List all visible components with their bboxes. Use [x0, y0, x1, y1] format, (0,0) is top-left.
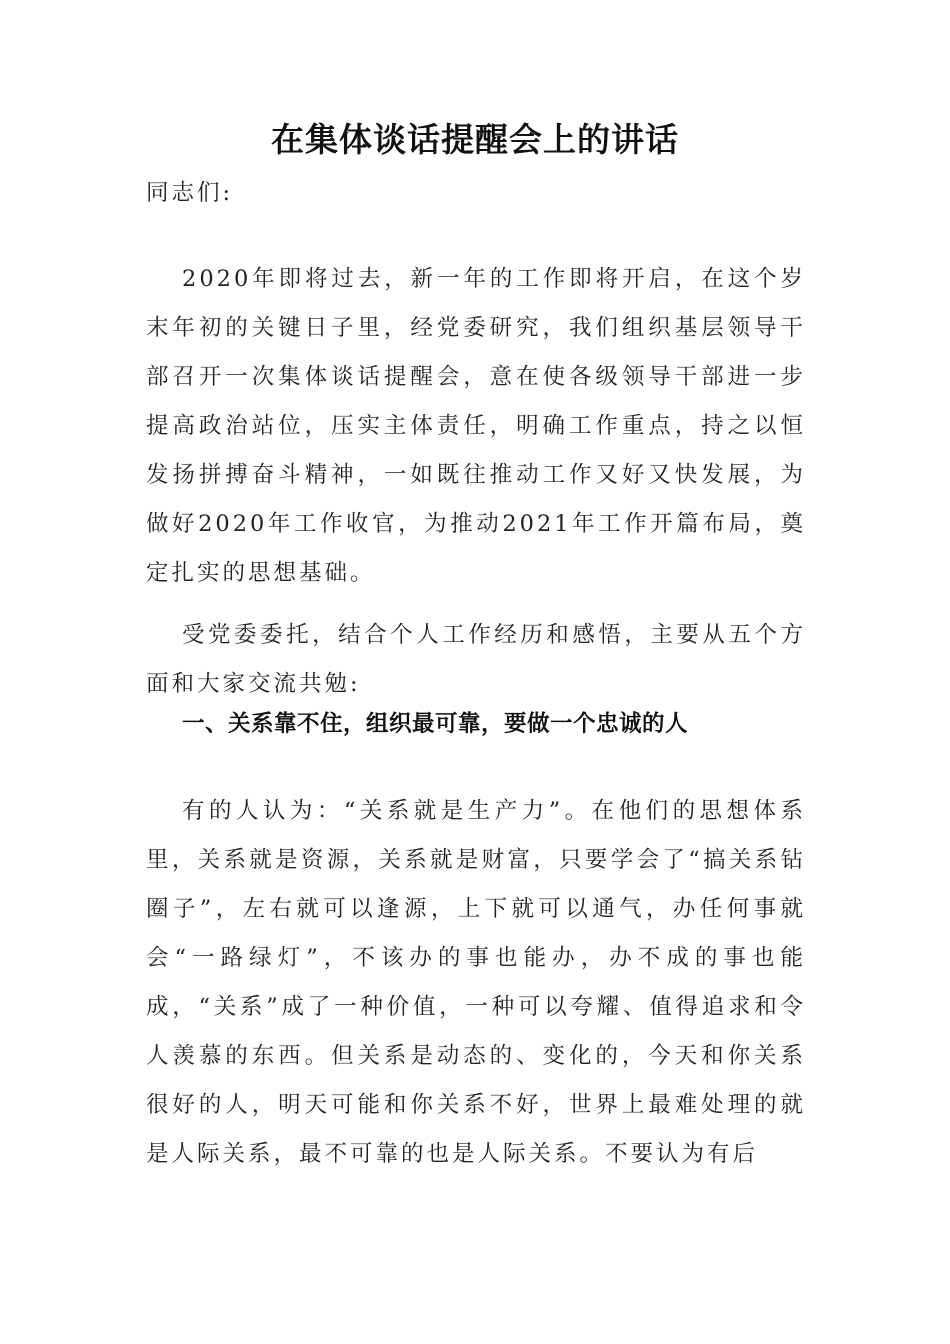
section-heading-1: 一、关系靠不住，组织最可靠，要做一个忠诚的人 — [182, 711, 689, 737]
paragraph-outline: 受党委委托，结合个人工作经历和感悟，主要从五个方面和大家交流共勉: — [146, 622, 806, 697]
document-title: 在集体谈话提醒会上的讲话 — [271, 120, 679, 159]
paragraph-section-1: 有的人认为：“关系就是生产力”。在他们的思想体系里，关系就是资源，关系就是财富，只要学会了“搞关系钻圈子”，左右就可以逢源，上下就可以通气，办任何事就会“一路绿灯”，不该办的事也能办，办不成的事也能成，“关系”成了一种价值，一种可以夸耀、值得追求和令人羡慕的东西。但关系是动态的、变化的，今天和你关系很好的人，明天可能和你关系不好，世界上最难处理的就是人际关系，最不可靠的也是人际关系。不要认为有后 — [146, 798, 806, 1167]
paragraph-intro: 2020年即将过去，新一年的工作即将开启，在这个岁末年初的关键日子里，经党委研究，我们组织基层领导干部召开一次集体谈话提醒会，意在使各级领导干部进一步提高政治站位，压实主体责任，明确工作重点，持之以恒发扬拼搏奋斗精神，一如既往推动工作又好又快发展，为做好2020年工作收官，为推动2021年工作开篇布局，奠定扎实的思想基础。 — [146, 266, 806, 586]
salutation: 同志们: — [146, 180, 234, 206]
